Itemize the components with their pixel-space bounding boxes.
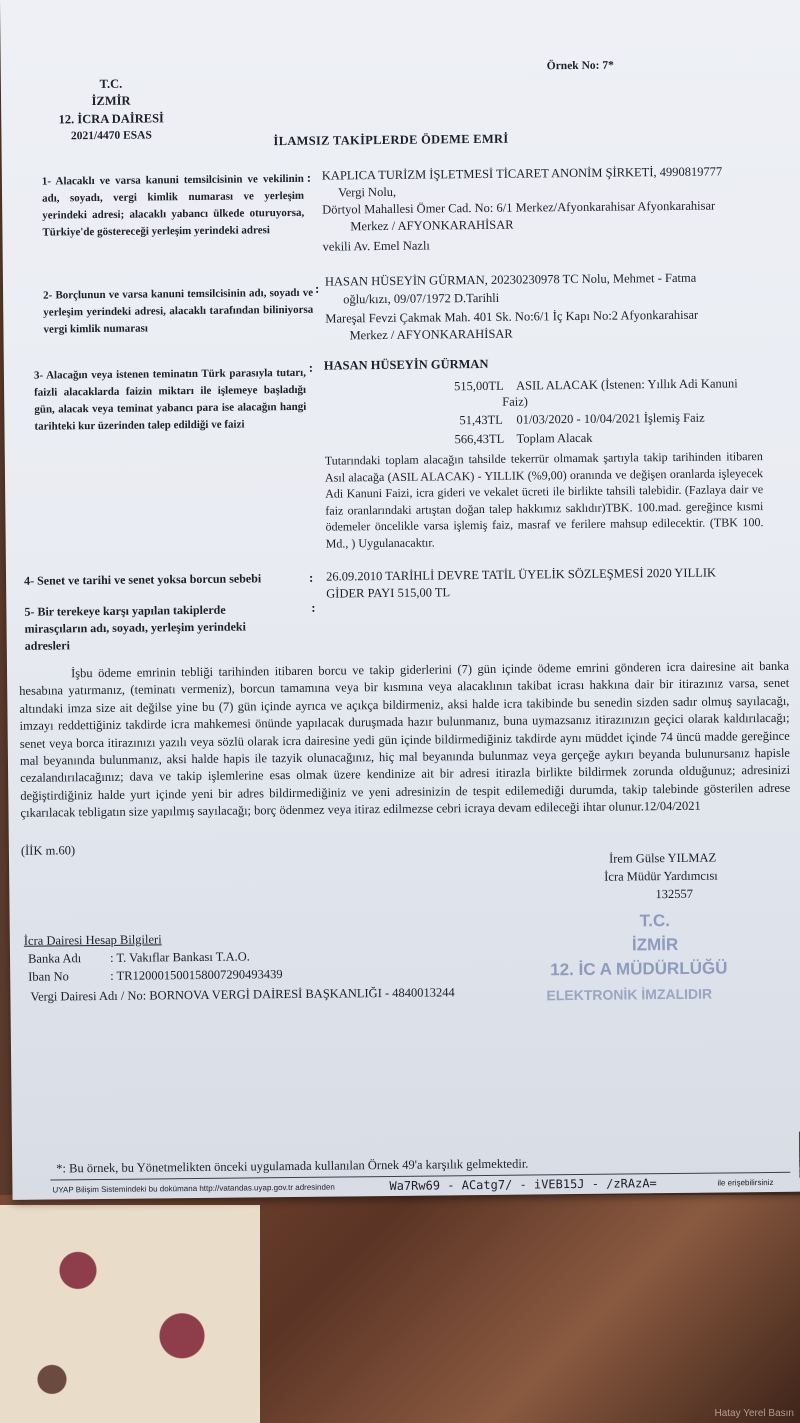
claim-description: ASIL ALACAK (İstenen: Yıllık Adi Kanuni: [515, 376, 738, 393]
section-label: 2- Borçlunun ve varsa kanuni temsilcisinin adı, soyadı ve yerleşim yerindeki adresi, alacaklı tarafından biliniyorsa vergi kimlik numarası: [43, 286, 314, 336]
reason-line: GİDER PAYI 515,00 TL: [326, 585, 451, 601]
claim-description: Faiz): [502, 394, 528, 409]
section-label: 5- Bir terekeye karşı yapılan takiplerde mirasçıların adı, soyadı, yerleşim yerindeki adresleri: [24, 602, 246, 653]
iban-label: Iban No: [28, 969, 69, 984]
bank-name-value: : T. Vakıflar Bankası T.A.O.: [109, 949, 250, 965]
signer-name: İrem Gülse YILMAZ: [608, 850, 717, 866]
uyap-suffix: ile erişebilirsiniz: [717, 1177, 774, 1188]
stamp-line: 12. İC A MÜDÜRLÜĞÜ: [550, 958, 728, 980]
creditor-line: Dörtyol Mahallesi Ömer Cad. No: 6/1 Merkez/Afyonkarahisar Afyonkarahisar: [322, 198, 716, 217]
court-tc: T.C.: [99, 76, 123, 91]
bank-heading: İcra Dairesi Hesap Bilgileri: [23, 932, 162, 948]
tax-office-line: Vergi Dairesi Adı / No: BORNOVA VERGİ DAİRESİ BAŞKANLIĞI - 4840013244: [30, 985, 455, 1004]
claim-description: Toplam Alacak: [516, 430, 593, 446]
uyap-prefix: UYAP Bilişim Sistemindeki bu dokümana http://vatandas.uyap.gov.tr adresinden: [52, 1182, 335, 1195]
document-title: İLAMSIZ TAKİPLERDE ÖDEME EMRİ: [273, 131, 509, 149]
reason-line: 26.09.2010 TARİHLİ DEVRE TATİL ÜYELİK SÖZLEŞMESİ 2020 YILLIK: [325, 565, 717, 584]
bank-name-label: Banka Adı: [27, 951, 82, 966]
stamp-line: İZMİR: [631, 934, 679, 955]
debtor-line: HASAN HÜSEYİN GÜRMAN, 20230230978 TC Nolu, Mehmet - Fatma: [324, 270, 697, 289]
claim-total-amount: 566,43TL: [454, 431, 505, 447]
footnote: *: Bu örnek, bu Yönetmelikten önceki uygulamada kullanılan Örnek 49'a karşılık gelmektedir.: [56, 1156, 529, 1176]
uyap-access-code: Wa7Rw69 - ACatg7/ - iVEB15J - /zRAzA=: [389, 1176, 657, 1193]
creditor-line: Merkez / AFYONKARAHİSAR: [350, 217, 514, 234]
court-file-number: 2021/4470 ESAS: [70, 129, 152, 143]
colon: :: [314, 281, 320, 296]
section-label: 1- Alacaklı ve varsa kanuni temsilcisinin ve vekilinin adı, soyadı, vergi kimlik numarası ve yerleşim yerindeki adresi; alacaklı yabancı ülkede oturuyorsa, Türkiye'de göstereceği yerleşim yerindeki adresi: [41, 172, 305, 239]
signer-title: İcra Müdür Yardımcısı: [604, 868, 718, 884]
debtor-line: Mareşal Fevzi Çakmak Mah. 401 Sk. No:6/1 İç Kapı No:2 Afyonkarahisar: [325, 307, 699, 326]
colon: :: [306, 170, 312, 185]
colon: :: [308, 570, 314, 585]
claim-description: 01/03/2020 - 10/04/2021 İşlemiş Faiz: [516, 410, 705, 427]
creditor-attorney: vekili Av. Emel Nazlı: [322, 238, 430, 254]
claim-note: Tutarındaki toplam alacağın tahsilde tekerrür olmamak şartıyla takip tarihinden itibaren Asıl alacağa (ASIL ALACAK) - YILLIK (%9,00) oranında ve değişen oranlarda işleyecek Adi Kanuni Faizi, icra gideri ve vekalet ücreti ile birlikte tahsili talebidir. (Fazlaya dair ve faiz oranlarındaki artıştan doğan talep hakkımız saklıdır)TBK. 100.mad. gereğince kısmi ödemeler öncelikle varsa işlemiş faiz, masraf ve ferilere mahsup edilecektir. (TBK 100. Md., ) Uygulanacaktır.: [324, 449, 764, 551]
creditor-line: Vergi Nolu,: [337, 184, 397, 200]
iban-value: : TR120001500158007290493439: [110, 967, 283, 983]
debtor-name: HASAN HÜSEYİN GÜRMAN: [323, 356, 489, 373]
section-label: 4- Senet ve tarihi ve senet yoksa borcun sebebi: [24, 571, 262, 588]
claim-amount: 515,00TL: [453, 378, 504, 394]
court-city: İZMİR: [91, 93, 131, 109]
section-label: 3- Alacağın veya istenen teminatın Türk parasıyla tutarı, faizli alacaklarda faizin miktarı ile işlemeye başladığı gün, alacak veya teminat yabancı para ise alacağın hangi tarihteki kur üzerinden talep edildiği ve faizi: [33, 366, 307, 433]
cloth-background: [0, 1205, 260, 1423]
debtor-line: Merkez / AFYONKARAHİSAR: [349, 326, 513, 343]
creditor-line: KAPLICA TURİZM İŞLETMESİ TİCARET ANONİM ŞİRKETİ, 4990819777: [321, 164, 723, 183]
stamp-line: T.C.: [639, 911, 671, 931]
court-office: 12. İCRA DAİRESİ: [58, 111, 164, 127]
colon: :: [308, 360, 314, 375]
claim-amount: 51,43TL: [459, 412, 503, 428]
stamp-line: ELEKTRONİK İMZALIDIR: [546, 985, 713, 1004]
colon: :: [311, 600, 316, 615]
sample-number: Örnek No: 7*: [546, 59, 614, 73]
footer-watermark: Hatay Yerel Basın: [714, 1408, 794, 1419]
law-reference: (İİK m.60): [20, 843, 76, 858]
debtor-line: oğlu/kızı, 09/07/1972 D.Tarihli: [343, 290, 500, 307]
payment-order-text: İşbu ödeme emrinin tebliği tarihinden itibaren borcu ve takip giderlerini (7) gün içinde ödeme emrini gönderen icra dairesine ait banka hesabına yatırmanız, (teminatı vermeniz), borcun tamamına veya bir kısmına veya alacaklının takibat icrası hakkına dair bir itirazınız varsa, senet altındaki imza size ait değilse yine bu (7) gün içinde ayrıca ve açıkça bildirmeniz, aksi halde icra takibinde bu senedin sizden sadır olmuş sayılacağı, imzayı reddettiğiniz takdirde icra mahkemesi önünde yapılacak duruşmada hazır bulunmanız, buna uymazsanız itirazınızın geçici olarak kaldırılacağı; senet veya borca itirazınızı yazılı veya sözlü olarak icra dairesine yedi gün içinde bildirmediğiniz takdirde aynı müddet içinde 74 üncü madde gereğince mal beyanında bulunmanız, aksi halde hapis ile tazyik olunacağınız, hiç mal beyanında bulunmaz veya gerçeğe aykırı beyanda bulunursanız hapisle cezalandırılacağınız; dava ve takip işlemlerine esas olmak üzere kendinize ait bir adresi itirazla birlikte bildirmek zorunda olduğunuz; adresinizi değiştirdiğiniz halde yurt içinde yeni bir adres bildirmediğiniz ve yeni adresinizin de tespit edilemediği durumda, takip talebinde gösterilen adrese çıkarılacak tebligatın size yapılmış sayılacağı; borç ödenmez veya itiraz edilmezse cebri icraya devam edileceği ihtar olunur.12/04/2021: [19, 658, 791, 821]
signer-number: 132557: [655, 886, 693, 902]
